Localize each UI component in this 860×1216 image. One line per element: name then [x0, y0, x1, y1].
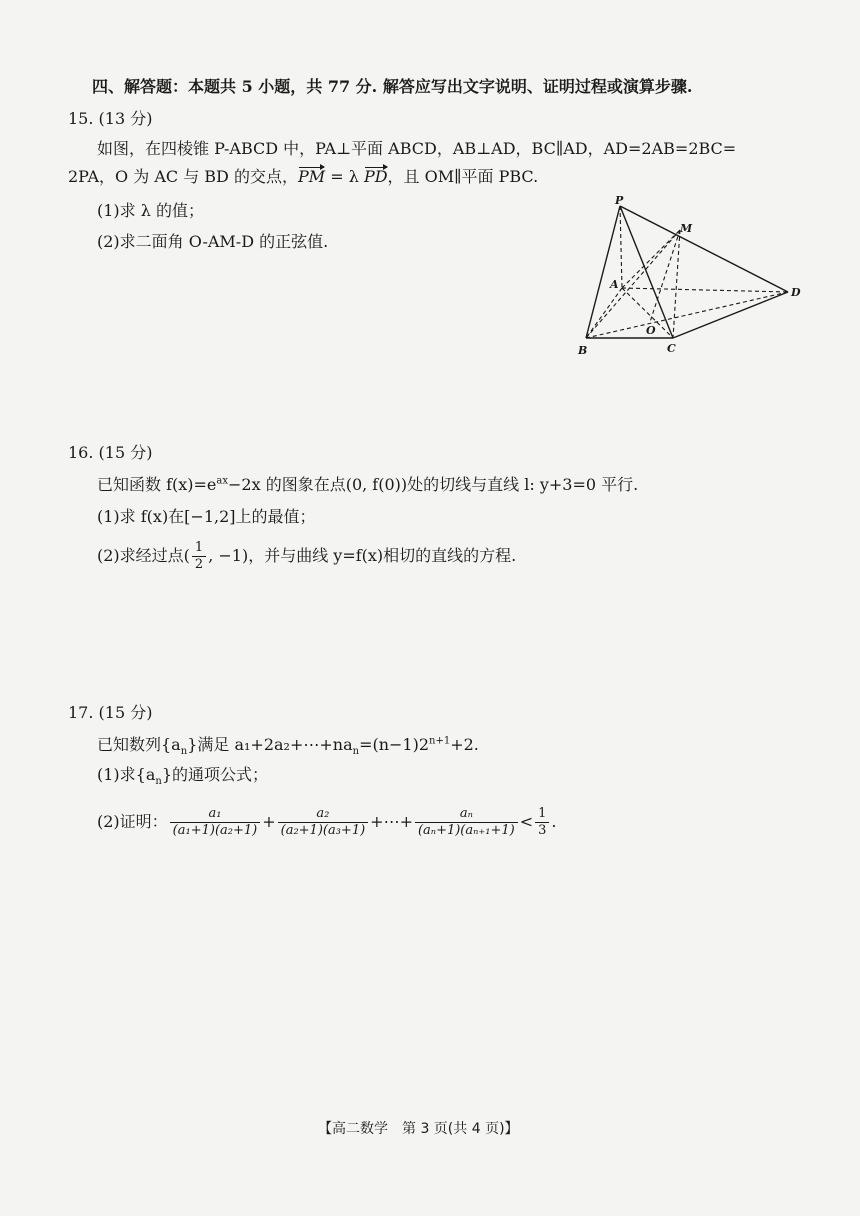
q17-part2: (2)证明： $\frac{\text{a₁}}{\text{(a₁+1)(a₂+1)}}$ + $\frac{\text{a₂}}{\text{(a₂+1)(a₃+1)}}$ +⋯+ $\frac{\text{aₙ}}{\text{(aₙ+1)(aₙ₊₁+1)}}$ < $\frac{1}{3}$ .: [97, 806, 557, 838]
q17-stem-eq: =(n−1)2: [359, 735, 430, 754]
fraction-one-half: [192, 540, 206, 573]
q17-exponent: n+1: [429, 735, 451, 747]
ellipsis-sum: +⋯+: [370, 812, 413, 831]
fraction-numerator: a₁: [208, 806, 222, 821]
label-a: A: [610, 278, 619, 291]
fraction-denominator: 3: [535, 822, 549, 839]
q15-title: 15. (13 分): [68, 109, 153, 128]
q15-stem-line2: [68, 166, 538, 188]
q16-stem-pre: 已知函数 f(x)=e: [97, 475, 217, 494]
q16-part2-pre: (2)求经过点(: [97, 546, 190, 565]
fraction-numerator: aₙ: [459, 806, 473, 821]
fraction-denominator: (aₙ+1)(aₙ₊₁+1): [415, 822, 518, 839]
q16-stem-rest: −2x 的图象在点(0, f(0))处的切线与直线 l: y+3=0 平行.: [228, 475, 639, 494]
fraction-term-1: [170, 806, 261, 839]
fraction-term-2: [278, 806, 369, 839]
label-c: C: [667, 342, 676, 355]
label-d: D: [791, 286, 801, 299]
fraction-numerator: 1: [538, 806, 547, 821]
section-header: 四、解答题：本题共 5 小题，共 77 分. 解答应写出文字说明、证明过程或演算步骤.: [92, 77, 693, 96]
fraction-denominator: (a₂+1)(a₃+1): [278, 822, 369, 839]
q17-part2-pre: (2)证明：: [97, 812, 168, 831]
q16-title: 16. (15 分): [68, 443, 153, 462]
vector-pd: PD: [363, 167, 388, 186]
q17-part1-post: }的通项公式；: [161, 765, 269, 784]
fraction-one-third: [535, 806, 549, 839]
q16-part2: [97, 540, 516, 573]
q16-stem: [97, 474, 638, 496]
fraction-denominator: 2: [192, 556, 206, 573]
fraction-numerator: a₂: [316, 806, 330, 821]
q17-part1-pre: (1)求{a: [97, 765, 156, 784]
q16-part1: (1)求 f(x)在[−1,2]上的最值；: [97, 507, 316, 526]
q17-stem-pre: 已知数列{a: [97, 735, 181, 754]
label-m: M: [680, 222, 693, 235]
q16-stem-exponent: ax: [216, 475, 229, 487]
q17-sub-n2: n: [352, 746, 360, 758]
q15-stem-line1: 如图，在四棱锥 P-ABCD 中，PA⊥平面 ABCD，AB⊥AD，BC∥AD，AD=2AB=2BC=: [97, 139, 737, 158]
q17-stem-mid: }满足 a₁+2a₂+⋯+na: [187, 735, 353, 754]
vector-pm: PM: [297, 167, 326, 186]
q17-stem: [97, 734, 479, 756]
pyramid-figure: [570, 192, 810, 364]
period: .: [551, 812, 557, 831]
fraction-denominator: (a₁+1)(a₂+1): [170, 822, 261, 839]
q17-title: 17. (15 分): [68, 703, 153, 722]
q17-sub-n: n: [180, 746, 188, 758]
fraction-numerator: 1: [194, 540, 204, 555]
less-than-sign: <: [519, 812, 534, 831]
label-p: P: [615, 194, 624, 207]
label-o: O: [646, 324, 656, 337]
label-b: B: [578, 344, 588, 357]
q17-stem-end: +2.: [450, 735, 479, 754]
page-footer: 【高二数学 第 3 页(共 4 页)】: [318, 1121, 519, 1137]
q16-part2-post: , −1)，并与曲线 y=f(x)相切的直线的方程.: [208, 546, 517, 565]
lambda-equation: = λ: [325, 167, 364, 186]
q15-stem-line2-post: ，且 OM∥平面 PBC.: [387, 167, 539, 186]
q15-part1: (1)求 λ 的值；: [97, 201, 204, 220]
fraction-term-n: [415, 806, 518, 839]
q17-part1-sub: n: [155, 776, 162, 788]
q17-part1: [97, 764, 268, 786]
q15-stem-line2-pre: 2PA，O 为 AC 与 BD 的交点，: [68, 167, 298, 186]
q15-part2: (2)求二面角 O-AM-D 的正弦值.: [97, 232, 329, 251]
